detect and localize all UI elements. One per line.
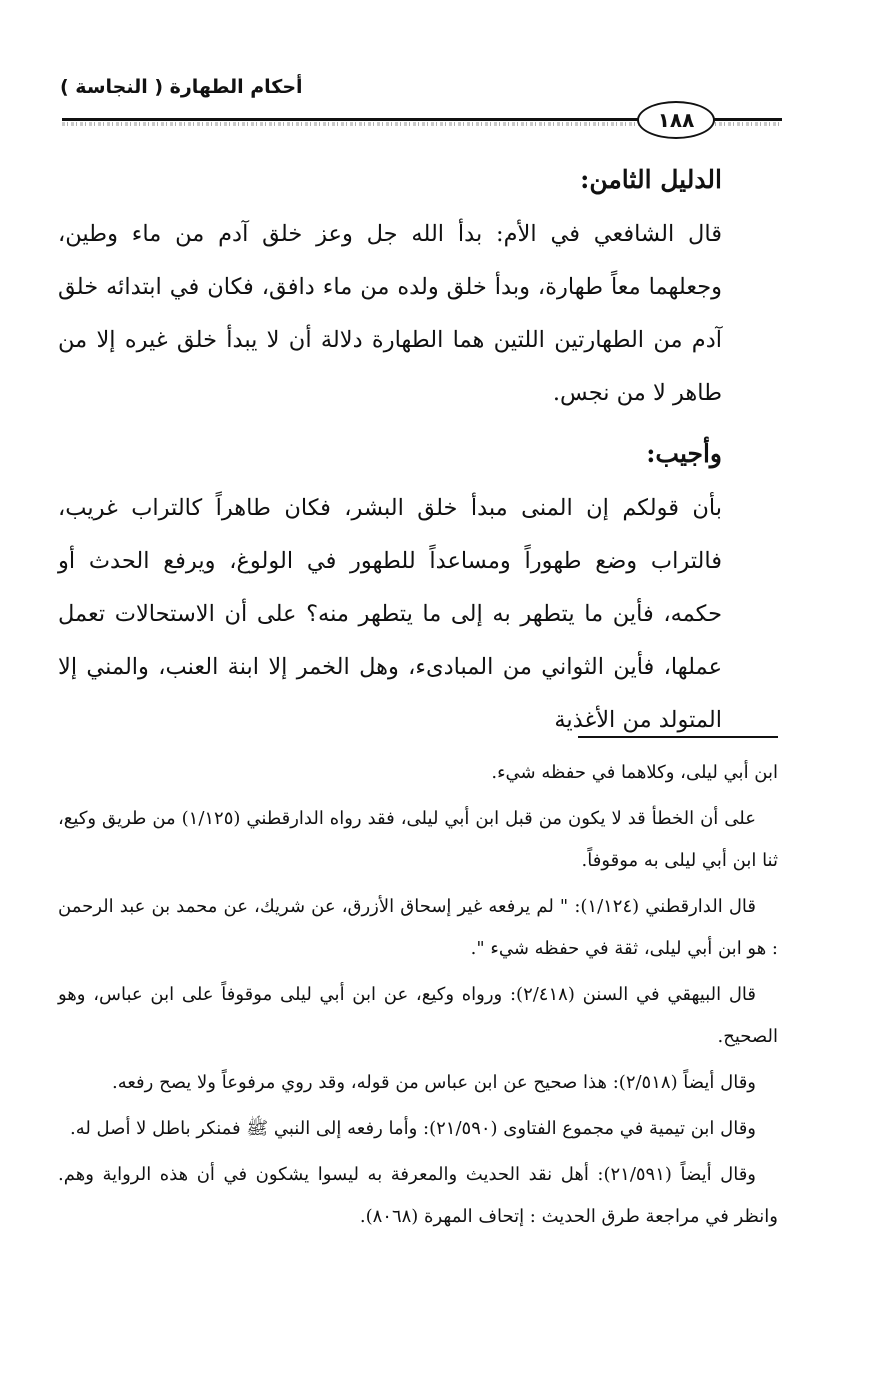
page-number-text: ١٨٨	[657, 108, 695, 132]
paragraph-response: بأن قولكم إن المنى مبدأ خلق البشر، فكان طاهراً كالتراب غريب، فالتراب وضع طهوراً ومساعداً للطهور في الولوغ، ويرفع الحدث أو حكمه، فأين ما يتطهر به إلى ما يتطهر منه؟ على أن الاستحالات تعمل عملها، فأين الثواني من المبادىء، وهل الخمر إلا ابنة العنب، والمني إلا المتولد من الأغذية	[58, 495, 722, 733]
footnote-line: قال البيهقي في السنن (٢/٤١٨): ورواه وكيع، عن ابن أبي ليلى موقوفاً على ابن عباس، وهو الصحيح.	[58, 984, 778, 1047]
running-title: أحكام الطهارة ( النجاسة )	[60, 76, 303, 98]
footnote-line: وقال أيضاً (٢/٥١٨): هذا صحيح عن ابن عباس من قوله، وقد روي مرفوعاً ولا يصح رفعه.	[112, 1072, 756, 1093]
footnote-line: ابن أبي ليلى، وكلاهما في حفظه شيء.	[491, 762, 778, 783]
section-heading-eighth-evidence: الدليل الثامن:	[580, 165, 722, 194]
section-heading-response: وأجيب:	[646, 439, 722, 468]
footnote-line: وقال أيضاً (٢١/٥٩١): أهل نقد الحديث والمعرفة به ليسوا يشكون في أن هذه الرواية وهم. وانظر في مراجعة طرق الحديث : إتحاف المهرة (٨٠٦٨).	[58, 1164, 778, 1227]
footnotes	[58, 752, 778, 1242]
footnote-line: على أن الخطأ قد لا يكون من قبل ابن أبي ليلى، فقد رواه الدارقطني (١/١٢٥) من طريق وكيع، ثنا ابن أبي ليلى به موقوفاً.	[58, 808, 778, 871]
footnote-separator	[578, 736, 778, 738]
page-number	[637, 101, 715, 139]
paragraph-shafii-quote: قال الشافعي في الأم: بدأ الله جل وعز خلق آدم من ماء وطين، وجعلهما معاً طهارة، وبدأ خلق ولده من ماء دافق، فكان في ابتدائه خلق آدم من الطهارتين اللتين هما الطهارة دلالة أن لا يبدأ خلق غيره إلا من طاهر لا من نجس.	[58, 221, 722, 406]
main-text	[58, 152, 722, 747]
footnote-line: وقال ابن تيمية في مجموع الفتاوى (٢١/٥٩٠): وأما رفعه إلى النبي ﷺ فمنكر باطل لا أصل له.	[69, 1118, 756, 1139]
footnote-line: قال الدارقطني (١/١٢٤): " لم يرفعه غير إسحاق الأزرق، عن شريك، عن محمد بن عبد الرحمن : هو ابن أبي ليلى، ثقة في حفظه شيء ".	[58, 896, 778, 959]
